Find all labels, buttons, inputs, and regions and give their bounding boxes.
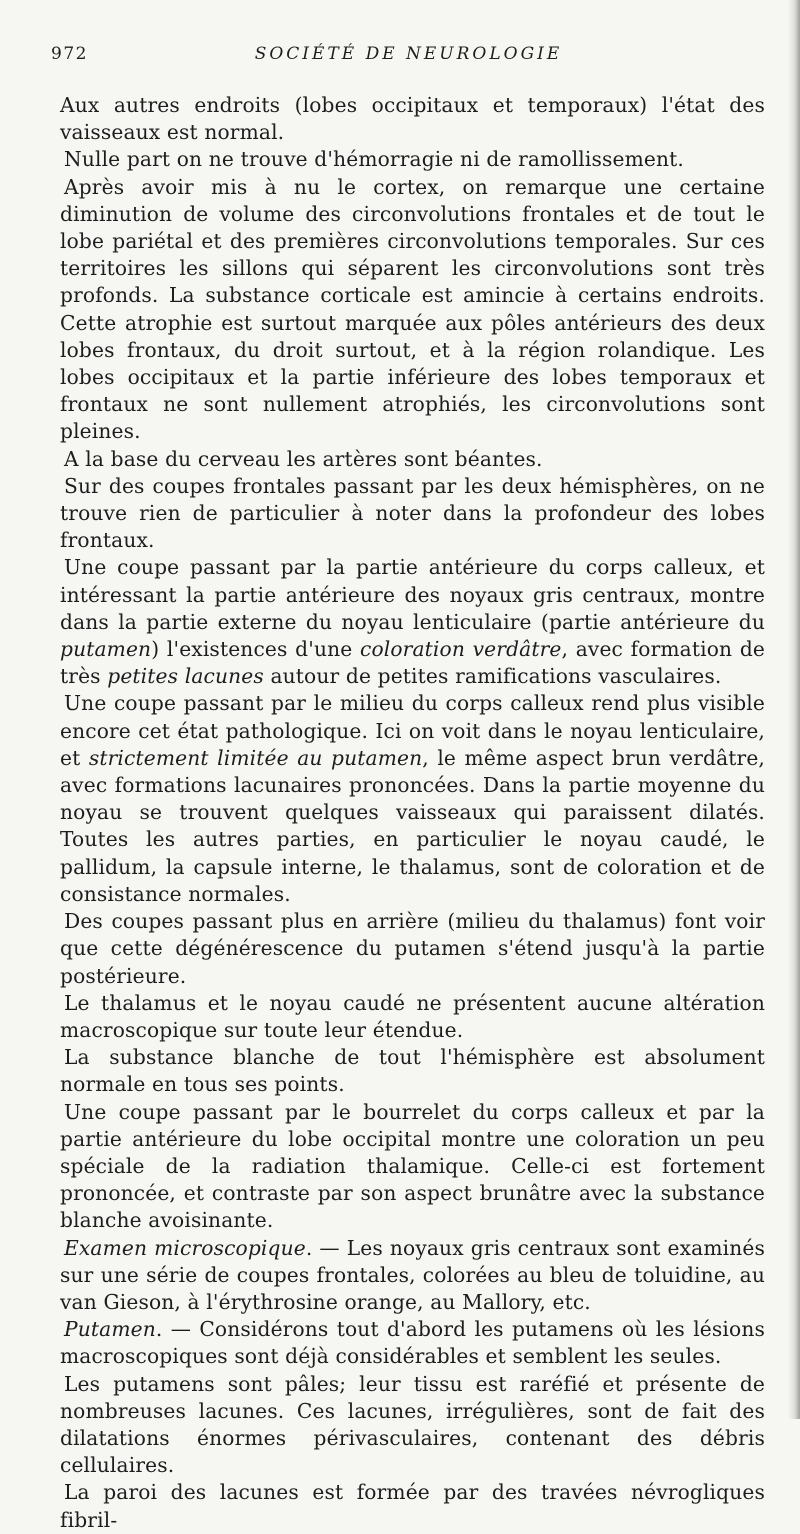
paragraph: [60, 1235, 765, 1317]
text-run: Le thalamus et le noyau caudé ne présentent aucune altération macroscopique sur toute leur étendue.: [60, 990, 765, 1042]
section-heading-italic: Putamen: [64, 1317, 156, 1342]
text-run: Les putamens sont pâles; leur tissu est raréfié et présente de nombreuses lacunes. Ces lacunes, irrégulières, sont de fait des dilatations énormes périvasculaires, contenant des débris cellulaires.: [60, 1371, 765, 1478]
paragraph: [60, 1099, 765, 1235]
italic-term: petites lacunes: [107, 664, 264, 689]
paragraph: [60, 146, 765, 173]
text-run: , le même aspect brun verdâtre, avec formations lacunaires prononcées. Dans la partie moyenne du noyau se trouvent quelques vaisseaux qui paraissent dilatés. Toutes les autres parties, en particulier le noyau caudé, le pallidum, la capsule interne, le thalamus, sont de coloration et de consistance normales.: [60, 745, 765, 906]
paragraph: [60, 1479, 765, 1533]
body-text: [60, 92, 765, 1534]
paragraph: [60, 1316, 765, 1370]
text-run: A la base du cerveau les artères sont béantes.: [64, 446, 543, 471]
text-run: autour de petites ramifications vasculaires.: [263, 664, 722, 689]
page-number: 972: [51, 44, 88, 64]
paragraph: [60, 1044, 765, 1098]
italic-term: strictement limitée au putamen: [88, 745, 423, 770]
page-edge-shadow: [788, 0, 800, 1419]
text-run: , avec formation de très: [60, 637, 766, 689]
text-run: Des coupes passant plus en arrière (milieu du thalamus) font voir que cette dégénérescence du putamen s'étend jusqu'à la partie postérieure.: [60, 909, 765, 988]
text-run: La paroi des lacunes est formée par des travées névrogliques fibril-: [60, 1480, 765, 1532]
paragraph: [60, 690, 765, 908]
text-run: Sur des coupes frontales passant par les deux hémisphères, on ne trouve rien de particulier à noter dans la profondeur des lobes frontaux.: [60, 473, 765, 553]
text-run: La substance blanche de tout l'hémisphère est absolument normale en tous ses points.: [60, 1045, 765, 1097]
text-run: Après avoir mis à nu le cortex, on remarque une certaine diminution de volume des circonvolutions frontales et de tout le lobe pariétal et des premières circonvolutions temporales. Sur ces territoires les sillons qui séparent les circonvolutions sont très profonds. La substance corticale est amincie à certains endroits. Cette atrophie est surtout marquée aux pôles antérieurs des deux lobes frontaux, du droit surtout, et à la région rolandique. Les lobes occipitaux et la partie inférieure des lobes temporaux et frontaux ne sont nullement atrophiés, les circonvolutions sont pleines.: [60, 174, 765, 444]
text-run: Nulle part on ne trouve d'hémorragie ni de ramollissement.: [64, 147, 685, 172]
italic-term: coloration verdâtre: [360, 637, 562, 662]
text-run: Une coupe passant par le milieu du corps calleux rend plus visible encore cet état pathologique. Ici on voit dans le noyau lenticulaire, et: [60, 691, 765, 770]
paragraph: [60, 990, 765, 1044]
paragraph: [60, 554, 765, 690]
text-run: Aux autres endroits (lobes occipitaux et temporaux) l'état des vaisseaux est normal.: [60, 93, 765, 145]
paragraph: [60, 92, 765, 146]
paragraph: [60, 473, 765, 555]
text-run: . — Les noyaux gris centraux sont examinés sur une série de coupes frontales, colorées au bleu de toluidine, au van Gieson, à l'érythrosine orange, au Mallory, etc.: [60, 1235, 765, 1314]
page-header: [51, 44, 766, 74]
paragraph: [60, 446, 765, 473]
section-heading-italic: Examen microscopique: [64, 1235, 306, 1260]
paragraph: [60, 1371, 765, 1480]
text-run: ) l'existences d'une: [151, 637, 360, 662]
paragraph: [60, 908, 765, 990]
text-run: . — Considérons tout d'abord les putamens où les lésions macroscopiques sont déjà considérables et semblent les seules.: [60, 1317, 765, 1369]
paragraph: [60, 174, 765, 446]
text-run: Une coupe passant par la partie antérieure du corps calleux, et intéressant la partie antérieure des noyaux gris centraux, montre dans la partie externe du noyau lenticulaire (partie antérieure du: [60, 555, 765, 634]
running-title: SOCIÉTÉ DE NEUROLOGIE: [254, 44, 563, 64]
italic-term: putamen: [60, 637, 152, 662]
text-run: Une coupe passant par le bourrelet du corps calleux et par la partie antérieure du lobe occipital montre une coloration un peu spéciale de la radiation thalamique. Celle-ci est fortement prononcée, et contraste par son aspect brunâtre avec la substance blanche avoisinante.: [60, 1099, 765, 1233]
